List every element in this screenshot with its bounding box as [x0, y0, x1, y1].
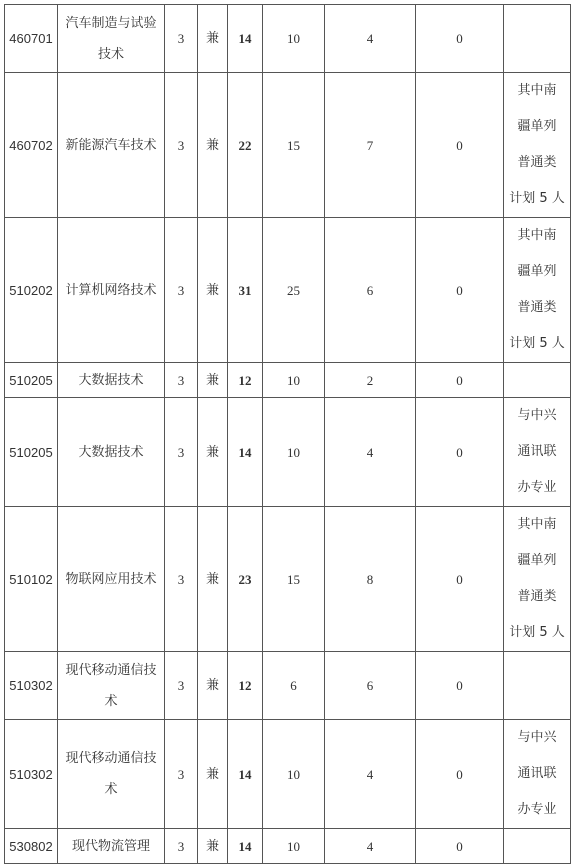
program-code-cell: 460702 [5, 73, 58, 218]
program-name-line: 新能源汽车技术 [65, 137, 157, 153]
program-name-line: 术 [104, 782, 118, 797]
years-cell: 3 [165, 507, 198, 652]
table-row [5, 829, 571, 864]
remarks-line: 其中南 [517, 517, 557, 532]
plan-column-c-cell: 0 [416, 218, 504, 363]
program-code-cell: 530802 [5, 829, 58, 864]
program-name-cell [58, 5, 165, 73]
plan-column-a-cell: 10 [263, 398, 325, 507]
program-name-cell [58, 363, 165, 398]
program-name-cell [58, 507, 165, 652]
remarks-cell [504, 363, 571, 398]
study-mode-cell: 兼 [198, 398, 228, 507]
program-name-cell [58, 218, 165, 363]
remarks-line: 通讯联 [517, 766, 557, 781]
table-row [5, 720, 571, 829]
remarks-cell [504, 398, 571, 507]
plan-column-b-cell: 4 [325, 829, 416, 864]
total-plan-cell: 14 [228, 829, 263, 864]
years-cell: 3 [165, 398, 198, 507]
plan-column-a-cell: 10 [263, 720, 325, 829]
program-name-line: 术 [104, 693, 118, 709]
study-mode-cell: 兼 [198, 652, 228, 720]
remarks-cell [504, 218, 571, 363]
total-plan-cell: 12 [228, 363, 263, 398]
program-name-line: 现代物流管理 [71, 838, 150, 854]
table-row [5, 363, 571, 398]
remarks-line: 计划 5 人 [509, 191, 565, 206]
remarks-line: 其中南 [517, 83, 557, 98]
program-code-cell: 510102 [5, 507, 58, 652]
table-row [5, 218, 571, 363]
years-cell: 3 [165, 829, 198, 864]
remarks-line: 通讯联 [517, 444, 557, 459]
years-cell: 3 [165, 720, 198, 829]
remarks-cell [504, 507, 571, 652]
table-body [5, 5, 571, 864]
plan-column-c-cell: 0 [416, 507, 504, 652]
remarks-line: 普通类 [517, 155, 557, 170]
total-plan-cell: 14 [228, 5, 263, 73]
study-mode-cell: 兼 [198, 829, 228, 864]
program-name-line: 现代移动通信技 [65, 751, 157, 766]
plan-column-c-cell: 0 [416, 398, 504, 507]
years-cell: 3 [165, 652, 198, 720]
plan-column-a-cell: 10 [263, 5, 325, 73]
remarks-cell [504, 5, 571, 73]
program-code-cell: 460701 [5, 5, 58, 73]
plan-column-c-cell: 0 [416, 720, 504, 829]
plan-column-c-cell: 0 [416, 73, 504, 218]
remarks-cell [504, 829, 571, 864]
remarks-cell [504, 720, 571, 829]
remarks-line: 与中兴 [517, 730, 557, 745]
program-code-cell: 510202 [5, 218, 58, 363]
program-name-line: 汽车制造与试验 [65, 15, 157, 31]
plan-column-b-cell: 4 [325, 5, 416, 73]
study-mode-cell: 兼 [198, 218, 228, 363]
years-cell: 3 [165, 73, 198, 218]
plan-column-c-cell: 0 [416, 5, 504, 73]
plan-column-b-cell: 6 [325, 218, 416, 363]
study-mode-cell: 兼 [198, 5, 228, 73]
plan-column-c-cell: 0 [416, 363, 504, 398]
plan-column-a-cell: 15 [263, 507, 325, 652]
program-name-line: 大数据技术 [78, 372, 144, 388]
program-code-cell: 510302 [5, 652, 58, 720]
total-plan-cell: 22 [228, 73, 263, 218]
total-plan-cell: 31 [228, 218, 263, 363]
remarks-line: 普通类 [517, 300, 557, 315]
table-row [5, 5, 571, 73]
plan-column-a-cell: 6 [263, 652, 325, 720]
total-plan-cell: 14 [228, 398, 263, 507]
program-name-line: 现代移动通信技 [65, 662, 157, 678]
plan-column-b-cell: 4 [325, 720, 416, 829]
program-name-cell [58, 398, 165, 507]
remarks-line: 办专业 [517, 802, 557, 817]
study-mode-cell: 兼 [198, 507, 228, 652]
plan-column-a-cell: 10 [263, 363, 325, 398]
table-row [5, 398, 571, 507]
program-name-cell [58, 73, 165, 218]
plan-column-a-cell: 25 [263, 218, 325, 363]
plan-column-b-cell: 7 [325, 73, 416, 218]
plan-column-b-cell: 8 [325, 507, 416, 652]
remarks-line: 疆单列 [517, 553, 557, 568]
years-cell: 3 [165, 363, 198, 398]
remarks-line: 计划 5 人 [509, 625, 565, 640]
enrollment-plan-table [4, 4, 571, 864]
remarks-line: 普通类 [517, 589, 557, 604]
years-cell: 3 [165, 218, 198, 363]
program-name-line: 计算机网络技术 [65, 282, 157, 298]
program-code-cell: 510205 [5, 398, 58, 507]
remarks-line: 疆单列 [517, 264, 557, 279]
study-mode-cell: 兼 [198, 73, 228, 218]
years-cell: 3 [165, 5, 198, 73]
remarks-line: 其中南 [517, 228, 557, 243]
program-code-cell: 510302 [5, 720, 58, 829]
remarks-line: 办专业 [517, 480, 557, 495]
remarks-line: 计划 5 人 [509, 336, 565, 351]
table-row [5, 507, 571, 652]
table-row [5, 73, 571, 218]
plan-column-c-cell: 0 [416, 652, 504, 720]
remarks-cell [504, 73, 571, 218]
plan-column-b-cell: 4 [325, 398, 416, 507]
total-plan-cell: 12 [228, 652, 263, 720]
program-name-cell [58, 720, 165, 829]
remarks-cell [504, 652, 571, 720]
total-plan-cell: 23 [228, 507, 263, 652]
study-mode-cell: 兼 [198, 720, 228, 829]
total-plan-cell: 14 [228, 720, 263, 829]
study-mode-cell: 兼 [198, 363, 228, 398]
plan-column-b-cell: 6 [325, 652, 416, 720]
plan-column-b-cell: 2 [325, 363, 416, 398]
plan-column-a-cell: 15 [263, 73, 325, 218]
program-name-cell [58, 829, 165, 864]
remarks-line: 疆单列 [517, 119, 557, 134]
plan-column-c-cell: 0 [416, 829, 504, 864]
program-code-cell: 510205 [5, 363, 58, 398]
program-name-line: 物联网应用技术 [65, 571, 157, 587]
program-name-line: 大数据技术 [78, 444, 144, 460]
program-name-line: 技术 [97, 46, 124, 62]
program-name-cell [58, 652, 165, 720]
table-row [5, 652, 571, 720]
plan-column-a-cell: 10 [263, 829, 325, 864]
remarks-line: 与中兴 [517, 408, 557, 423]
